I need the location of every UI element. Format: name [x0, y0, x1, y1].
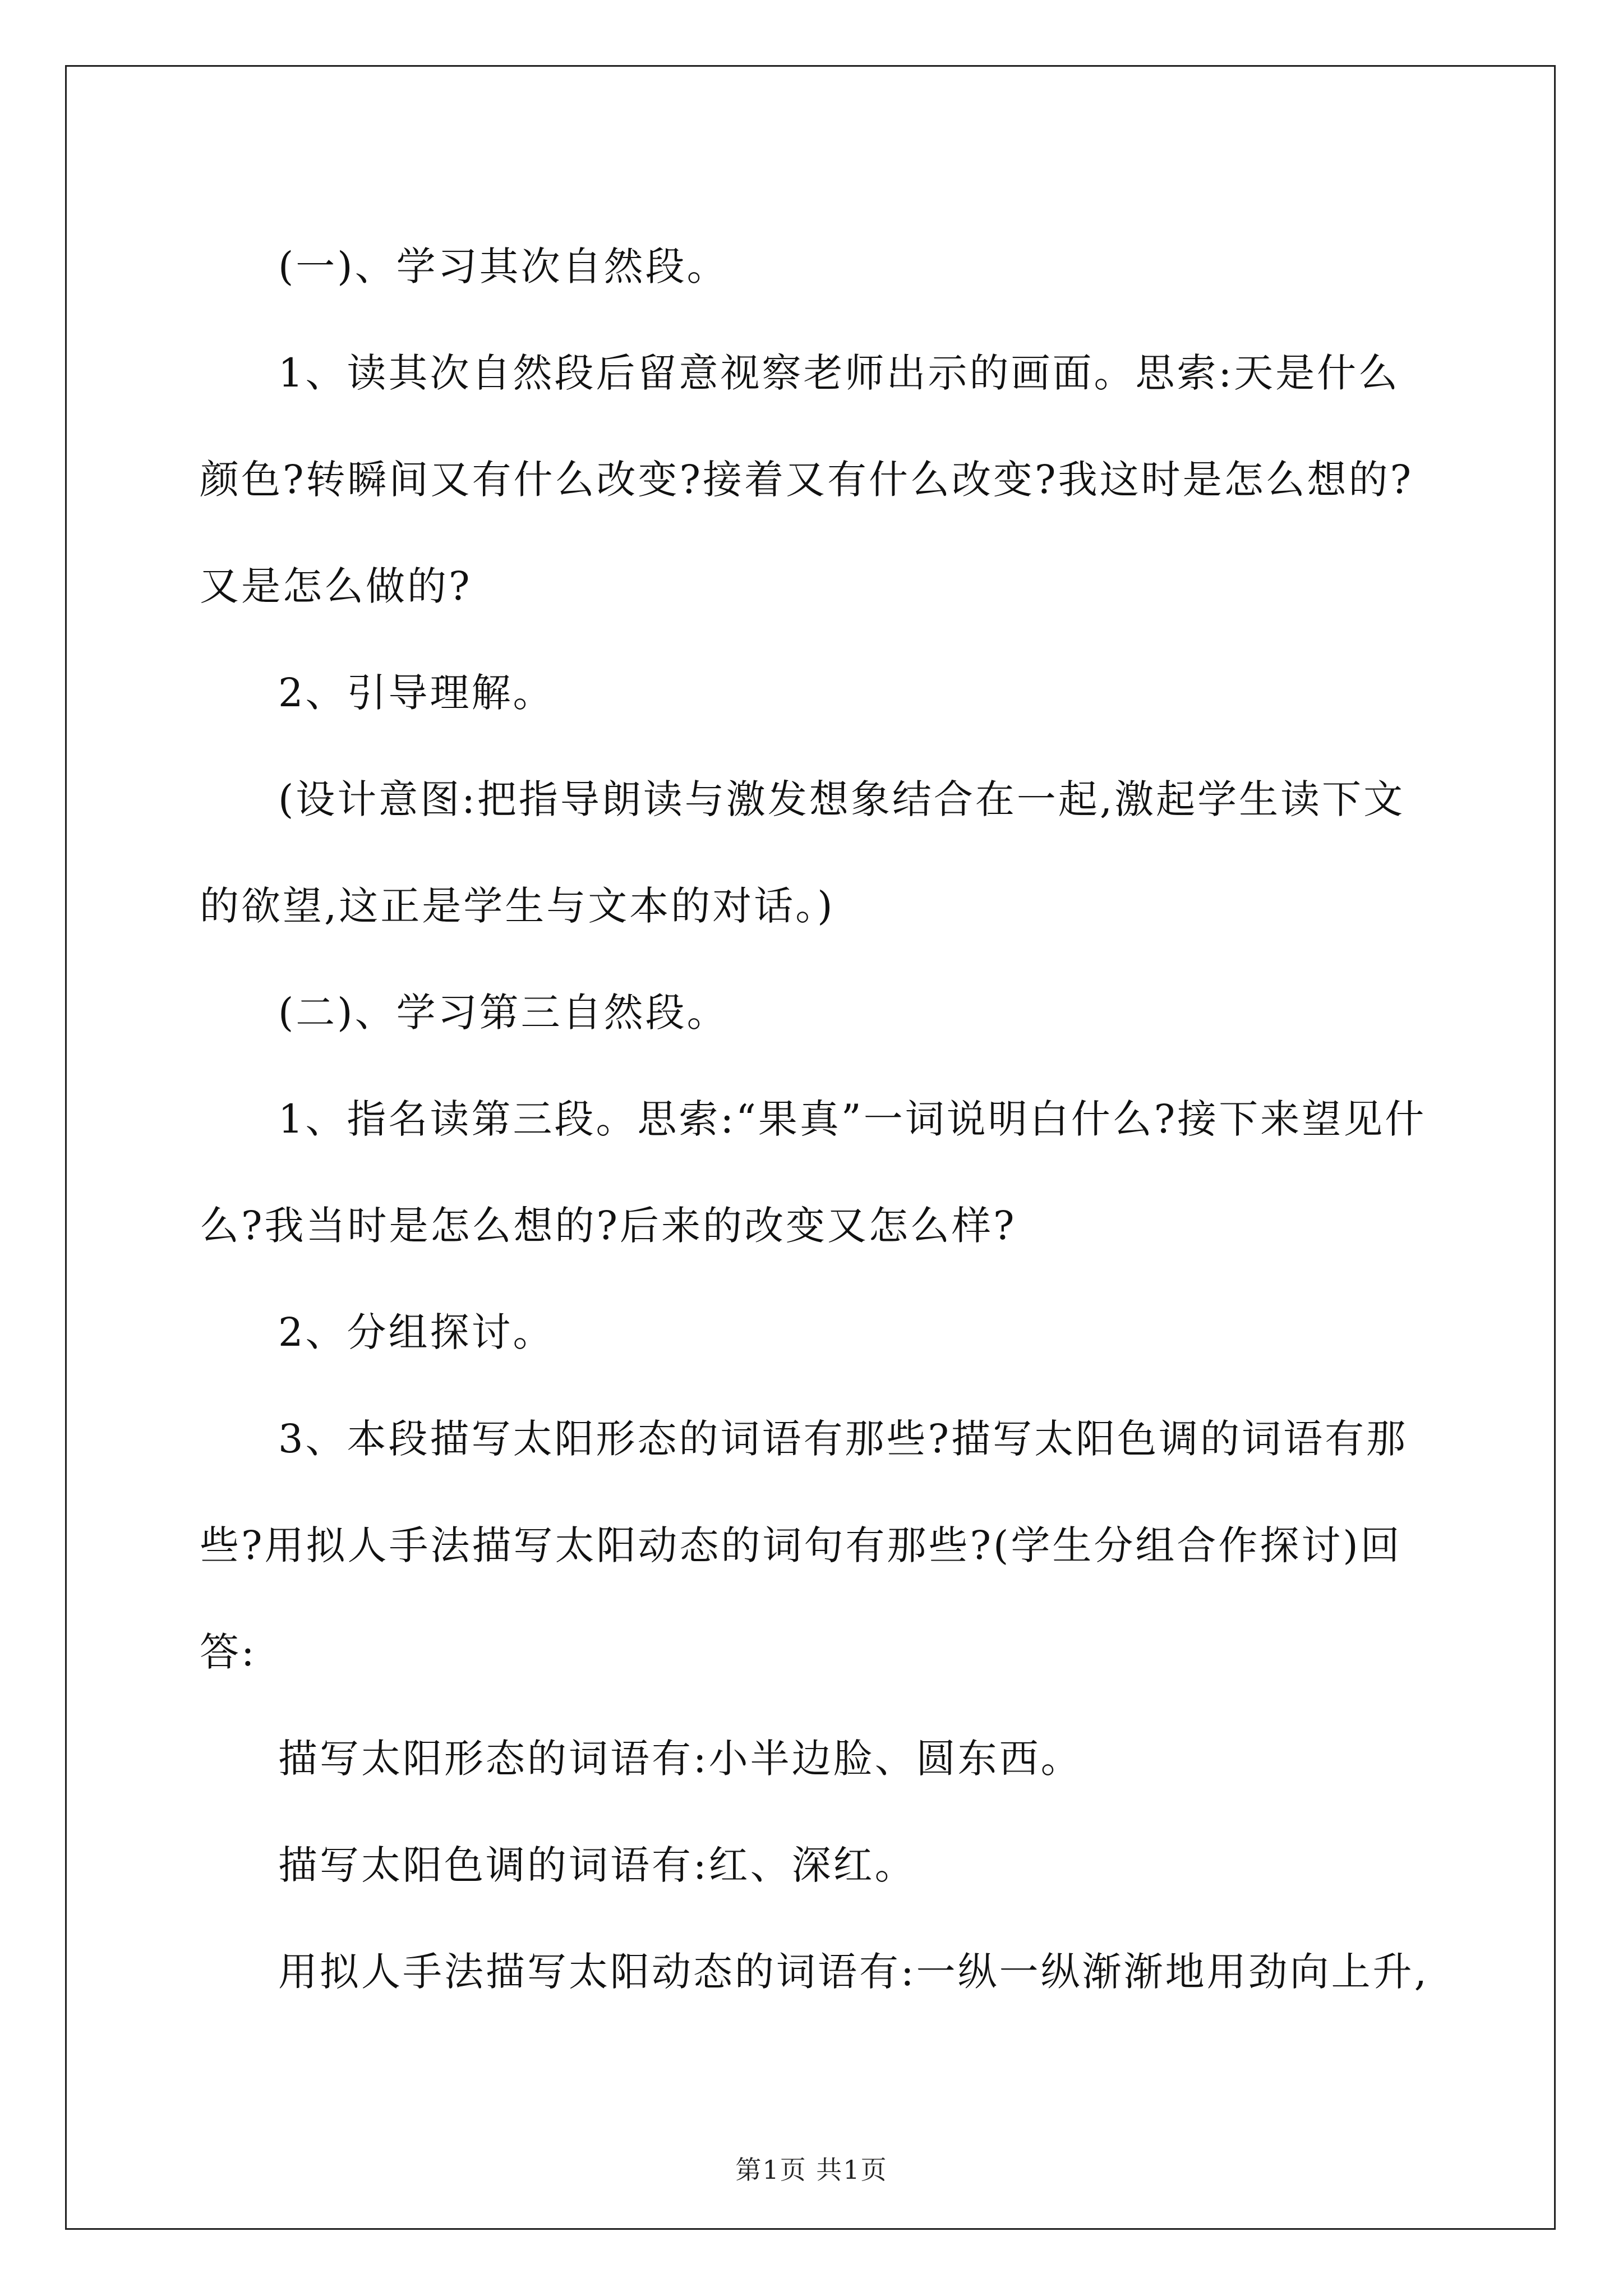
paragraph-9: 描写太阳形态的词语有:小半边脸、圆东西。 — [278, 1736, 1082, 1782]
document-body — [200, 213, 1436, 2025]
paragraph-10: 描写太阳色调的词语有:红、深红。 — [278, 1842, 916, 1888]
paragraph-1: (一)、学习其次自然段。 — [278, 243, 728, 289]
paragraph-7: 2、分组探讨。 — [278, 1309, 555, 1355]
paragraph-2: 1、读其次自然段后留意视察老师出示的画面。思索:天是什么颜色?转瞬间又有什么改变?接着又有什么改变?我这时是怎么想的?又是怎么做的? — [200, 350, 1414, 609]
paragraph-6: 1、指名读第三段。思索:“果真”一词说明白什么?接下来望见什么?我当时是怎么想的?后来的改变又怎么样? — [200, 1096, 1427, 1249]
paragraph-8: 3、本段描写太阳形态的词语有那些?描写太阳色调的词语有那些?用拟人手法描写太阳动态的词句有那些?(学生分组合作探讨)回答: — [200, 1416, 1408, 1675]
page-number-footer: 第1页 共1页 — [735, 2155, 888, 2185]
paragraph-4: (设计意图:把指导朗读与激发想象结合在一起,激起学生读下文的欲望,这正是学生与文本的对话。) — [200, 776, 1405, 929]
paragraph-11: 用拟人手法描写太阳动态的词语有:一纵一纵渐渐地用劲向上升, — [278, 1949, 1429, 1995]
paragraph-5: (二)、学习第三自然段。 — [278, 990, 728, 1036]
paragraph-3: 2、引导理解。 — [278, 670, 555, 716]
